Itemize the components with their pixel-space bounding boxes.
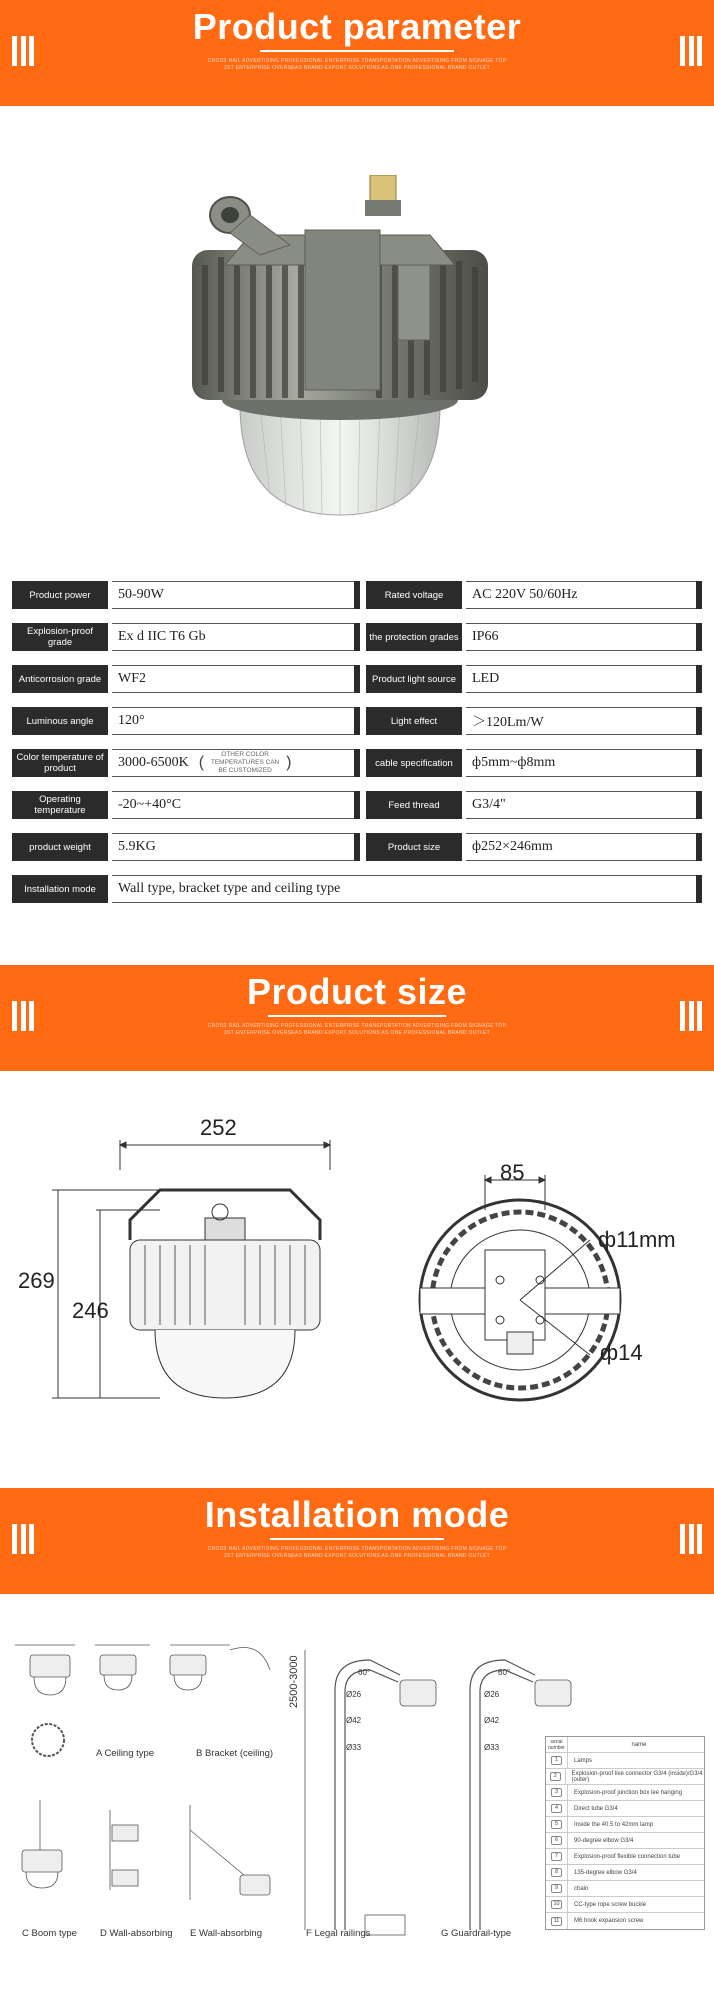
caption-boom: C Boom type <box>22 1928 77 1939</box>
param-row-size <box>366 833 702 861</box>
dim-body-height: 246 <box>72 1298 109 1323</box>
size-banner <box>0 965 714 1071</box>
section-subtitle: CROSS RAIL ADVERTISING PROFESSIONAL ENTERPRISE TRANSPORTATION ADVERTISING FROM SIGNAGE TOP 3ST ENTERPRISE OVERSEAS BRAND EXPORT SOLUTIONS AS ONE PROFESSIONAL BRAND OUTLET <box>207 1023 507 1036</box>
caption-guardrail: G Guardrail-type <box>441 1928 512 1939</box>
legend-text: 90-degree elbow G3/4 <box>574 1837 634 1844</box>
param-label: cable specification <box>366 749 462 777</box>
legend-text: Explosion-proof flexible connection tube <box>574 1853 681 1860</box>
section-subtitle: CROSS RAIL ADVERTISING PROFESSIONAL ENTERPRISE TRANSPORTATION ADVERTISING FROM SIGNAGE TOP 3ST ENTERPRISE OVERSEAS BRAND EXPORT SOLUTIONS AS ONE PROFESSIONAL BRAND OUTLET <box>207 58 507 71</box>
legend-text: 135-degree elbow G3/4 <box>574 1869 637 1876</box>
param-value: G3/4" <box>466 791 702 819</box>
legend-row <box>546 1849 704 1865</box>
param-row-color-temp <box>12 749 360 777</box>
legend-number: 11 <box>551 1917 562 1926</box>
legend-row <box>546 1785 704 1801</box>
color-temp-value: 3000-6500K <box>118 755 189 770</box>
param-row-voltage <box>366 581 702 609</box>
dim-total-height: 269 <box>18 1268 55 1293</box>
legend-number: 6 <box>551 1836 562 1845</box>
param-label: the protection grades <box>366 623 462 651</box>
color-temp-note: ( OTHER COLOR TEMPERATURES CAN BE CUSTOMIZED ) <box>198 751 292 774</box>
param-row-protection <box>366 623 702 651</box>
param-row-weight <box>12 833 360 861</box>
param-row-cable <box>366 749 702 777</box>
param-value: ф252×246mm <box>466 833 702 861</box>
pole-angle: 60° <box>358 1668 371 1677</box>
pole-d3: Ø33 <box>346 1743 362 1752</box>
param-label: Operating temperature <box>12 791 108 819</box>
legend-text: Inside the 40.5 to 42mm lamp <box>574 1821 654 1828</box>
legend-text: Explosion-proof junction box lee hanging <box>574 1789 683 1796</box>
legend-number: 5 <box>551 1820 562 1829</box>
param-value: ф5mm~ф8mm <box>466 749 702 777</box>
param-label: product weight <box>12 833 108 861</box>
param-label: Installation mode <box>12 875 108 903</box>
legend-number: 2 <box>550 1772 561 1781</box>
param-label: Light effect <box>366 707 462 735</box>
param-label: Luminous angle <box>12 707 108 735</box>
legend-number: 1 <box>551 1756 562 1765</box>
section-title: Product parameter <box>192 6 522 47</box>
dim-width: 252 <box>200 1115 237 1140</box>
pole-d2: Ø42 <box>346 1716 362 1725</box>
dimension-drawing <box>0 1100 714 1420</box>
install-banner <box>0 1488 714 1594</box>
param-label: Product size <box>366 833 462 861</box>
param-value: Wall type, bracket type and ceiling type <box>112 875 702 903</box>
param-row-op-temp <box>12 791 360 819</box>
pole-d1: Ø26 <box>484 1690 500 1699</box>
param-value <box>112 749 360 777</box>
title-underline <box>270 1538 444 1540</box>
pole-angle: 60° <box>498 1668 511 1677</box>
param-value: 5.9KG <box>112 833 360 861</box>
legend-row <box>546 1817 704 1833</box>
param-row-effect <box>366 707 702 735</box>
caption-wall-d: D Wall-absorbing <box>100 1928 173 1939</box>
param-label: Color temperature of product <box>12 749 108 777</box>
legend-header: serial number name <box>546 1737 704 1753</box>
param-label: Rated voltage <box>366 581 462 609</box>
explosion-proof-lamp-image <box>170 175 510 520</box>
legend-text: Direct tube G3/4 <box>574 1805 618 1812</box>
param-value: IP66 <box>466 623 702 651</box>
param-row-anticorrosion <box>12 665 360 693</box>
legend-number: 4 <box>551 1804 562 1813</box>
legend-row <box>546 1881 704 1897</box>
legend-text: chain <box>574 1885 589 1892</box>
pole-d3: Ø33 <box>484 1743 500 1752</box>
param-value: AC 220V 50/60Hz <box>466 581 702 609</box>
param-value: 50-90W <box>112 581 360 609</box>
param-row-feed <box>366 791 702 819</box>
legend-row <box>546 1753 704 1769</box>
legend-row <box>546 1865 704 1881</box>
title-underline <box>260 50 454 52</box>
param-value: LED <box>466 665 702 693</box>
legend-text: Explosion-proof live connector G3/4 (inside)/G3/4 (outer) <box>571 1770 703 1783</box>
param-row-install <box>12 875 702 903</box>
legend-text: M6 hook expansion screw <box>574 1918 644 1924</box>
section-title: Installation mode <box>204 1494 510 1535</box>
caption-railings: F Legal railings <box>306 1928 371 1939</box>
dim-hole-2: ф14 <box>600 1340 643 1365</box>
legend-text: Lamps <box>574 1757 593 1764</box>
legend-number: 3 <box>551 1788 562 1797</box>
title-underline <box>268 1015 446 1017</box>
param-value: Ex d IIC T6 Gb <box>112 623 360 651</box>
legend-row <box>546 1897 704 1913</box>
param-label: Feed thread <box>366 791 462 819</box>
legend-row <box>546 1801 704 1817</box>
legend-row <box>546 1769 704 1785</box>
param-label: Product light source <box>366 665 462 693</box>
param-value: -20~+40°C <box>112 791 360 819</box>
legend-text: CC-type rope screw buckle <box>574 1901 647 1908</box>
param-label: Anticorrosion grade <box>12 665 108 693</box>
param-row-angle <box>12 707 360 735</box>
param-label: Product power <box>12 581 108 609</box>
legend-number: 8 <box>551 1868 562 1877</box>
param-label: Explosion-proof grade <box>12 623 108 651</box>
caption-ceiling: A Ceiling type <box>96 1748 155 1759</box>
section-title: Product size <box>246 971 468 1012</box>
param-row-power <box>12 581 360 609</box>
legend-row <box>546 1913 704 1929</box>
legend-number: 9 <box>551 1884 562 1893</box>
parts-legend-table <box>545 1736 705 1930</box>
legend-number: 10 <box>551 1900 562 1909</box>
dim-hole: ф11mm <box>598 1227 676 1252</box>
caption-wall-e: E Wall-absorbing <box>190 1928 262 1939</box>
legend-row <box>546 1833 704 1849</box>
param-value: WF2 <box>112 665 360 693</box>
pole-height: 2500-3000 <box>288 1655 300 1708</box>
param-row-light-source <box>366 665 702 693</box>
dim-bolt-spacing: 85 <box>500 1160 525 1185</box>
param-row-explosion <box>12 623 360 651</box>
pole-d1: Ø26 <box>346 1690 362 1699</box>
legend-number: 7 <box>551 1852 562 1861</box>
parameter-banner <box>0 0 714 106</box>
caption-bracket: B Bracket (ceiling) <box>196 1748 274 1759</box>
section-subtitle: CROSS RAIL ADVERTISING PROFESSIONAL ENTERPRISE TRANSPORTATION ADVERTISING FROM SIGNAGE TOP 3ST ENTERPRISE OVERSEAS BRAND EXPORT SOLUTIONS AS ONE PROFESSIONAL BRAND OUTLET <box>207 1546 507 1559</box>
param-value: ＞120Lm/W <box>466 707 702 735</box>
param-value: 120° <box>112 707 360 735</box>
pole-d2: Ø42 <box>484 1716 500 1725</box>
